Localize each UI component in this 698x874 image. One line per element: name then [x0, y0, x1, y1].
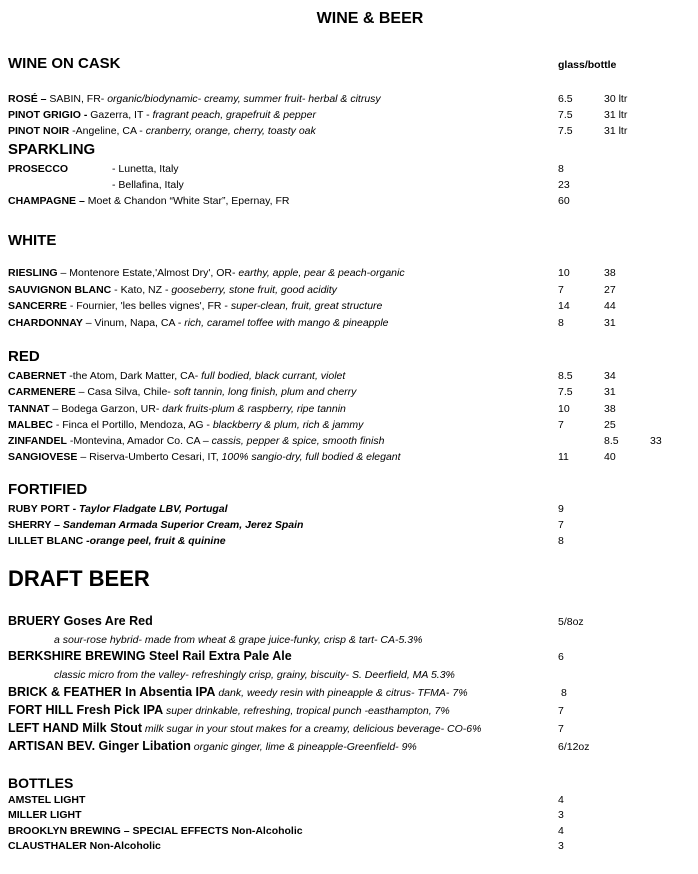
price: 9 [558, 503, 564, 515]
beer-description: classic micro from the valley- refreshingly crisp, grainy, biscuity- S. Deerfield, MA 5.3% [54, 669, 455, 681]
price: 6/12oz [558, 741, 590, 753]
list-item: ARTISAN BEV. Ginger Libation organic ginger, lime & pineapple-Greenfield- 9% [8, 739, 417, 753]
list-item: BRUERY Goses Are Red [8, 614, 153, 628]
glass-price: 14 [558, 300, 570, 312]
list-item-origin: - Lunetta, Italy [112, 163, 179, 175]
list-item: PINOT NOIR -Angeline, CA - cranberry, orange, cherry, toasty oak [8, 125, 316, 137]
glass-price: 7.5 [558, 109, 573, 121]
price: 8 [561, 687, 567, 699]
glass-price: 8.5 [604, 435, 619, 447]
beer-description: a sour-rose hybrid- made from wheat & grape juice-funky, crisp & tart- CA-5.3% [54, 634, 423, 646]
list-item: ZINFANDEL -Montevina, Amador Co. CA – cassis, pepper & spice, smooth finish [8, 435, 385, 447]
list-item: ROSÉ – SABIN, FR- organic/biodynamic- creamy, summer fruit- herbal & citrusy [8, 93, 381, 105]
bottle-price: 40 [604, 451, 616, 463]
list-item: MILLER LIGHT [8, 809, 82, 821]
bottle-price: 44 [604, 300, 616, 312]
sparkling-heading: SPARKLING [8, 141, 96, 158]
price: 4 [558, 794, 564, 806]
glass-bottle-header: glass/bottle [558, 59, 617, 71]
list-item: TANNAT – Bodega Garzon, UR- dark fruits-plum & raspberry, ripe tannin [8, 403, 346, 415]
list-item: BERKSHIRE BREWING Steel Rail Extra Pale Ale [8, 649, 292, 663]
glass-price: 11 [558, 451, 569, 463]
bottle-price: 31 [604, 386, 616, 398]
list-item: LEFT HAND Milk Stout milk sugar in your stout makes for a creamy, delicious beverage- CO-6% [8, 721, 482, 735]
price: 23 [558, 179, 570, 191]
page-title: WINE & BEER [316, 10, 424, 27]
price: 7 [558, 723, 564, 735]
price: 7 [558, 519, 564, 531]
list-item: MALBEC - Finca el Portillo, Mendoza, AG - blackberry & plum, rich & jammy [8, 419, 364, 431]
bottle-price: 31 ltr [604, 125, 628, 137]
glass-price: 7.5 [558, 386, 573, 398]
list-item: FORT HILL Fresh Pick IPA super drinkable, refreshing, tropical punch -easthampton, 7% [8, 703, 450, 717]
list-item: PINOT GRIGIO - Gazerra, IT - fragrant peach, grapefruit & pepper [8, 109, 316, 121]
price: 60 [558, 195, 570, 207]
wine-on-cask-heading: WINE ON CASK [8, 55, 121, 72]
list-item: BRICK & FEATHER In Absentia IPA dank, weedy resin with pineapple & citrus- TFMA- 7% [8, 685, 468, 699]
price: 3 [558, 840, 564, 852]
list-item-origin: - Bellafina, Italy [112, 179, 184, 191]
price: 7 [558, 705, 564, 717]
list-item: SHERRY – Sandeman Armada Superior Cream, Jerez Spain [8, 519, 304, 531]
list-item: SANCERRE - Fournier, 'les belles vignes', FR - super-clean, fruit, great structure [8, 300, 383, 312]
bottle-price: 31 [604, 317, 616, 329]
glass-price: 10 [558, 267, 570, 279]
list-item: CHARDONNAY – Vinum, Napa, CA - rich, caramel toffee with mango & pineapple [8, 317, 389, 329]
red-heading: RED [8, 348, 40, 365]
glass-price: 6.5 [558, 93, 573, 105]
price: 8 [558, 163, 564, 175]
price: 3 [558, 809, 564, 821]
glass-price: 10 [558, 403, 570, 415]
glass-price: 8.5 [558, 370, 573, 382]
bottle-price: 25 [604, 419, 616, 431]
list-item: RIESLING – Montenore Estate,'Almost Dry', OR- earthy, apple, pear & peach-organic [8, 267, 405, 279]
price: 4 [558, 825, 564, 837]
list-item: SANGIOVESE – Riserva-Umberto Cesari, IT, 100% sangio-dry, full bodied & elegant [8, 451, 401, 463]
bottle-price: 38 [604, 267, 616, 279]
bottle-price: 34 [604, 370, 616, 382]
list-item: CARMENERE – Casa Silva, Chile- soft tannin, long finish, plum and cherry [8, 386, 357, 398]
bottle-price: 31 ltr [604, 109, 628, 121]
bottle-price: 27 [604, 284, 616, 296]
white-heading: WHITE [8, 232, 57, 249]
list-item: CLAUSTHALER Non-Alcoholic [8, 840, 161, 852]
list-item: AMSTEL LIGHT [8, 794, 86, 806]
price: 8 [558, 535, 564, 547]
bottles-heading: BOTTLES [8, 775, 74, 791]
list-item: LILLET BLANC -orange peel, fruit & quinine [8, 535, 226, 547]
glass-price: 7 [558, 284, 564, 296]
list-item: PROSECCO [8, 163, 69, 175]
list-item: CABERNET -the Atom, Dark Matter, CA- full bodied, black currant, violet [8, 370, 346, 382]
bottle-price: 33 [650, 435, 662, 447]
price: 5/8oz [558, 616, 584, 628]
glass-price: 8 [558, 317, 564, 329]
list-item: BROOKLYN BREWING – SPECIAL EFFECTS Non-Alcoholic [8, 825, 303, 837]
price: 6 [558, 651, 564, 663]
bottle-price: 38 [604, 403, 616, 415]
list-item: SAUVIGNON BLANC - Kato, NZ - gooseberry, stone fruit, good acidity [8, 284, 337, 296]
fortified-heading: FORTIFIED [8, 481, 88, 498]
draft-beer-heading: DRAFT BEER [8, 566, 150, 591]
list-item: RUBY PORT - Taylor Fladgate LBV, Portugal [8, 503, 228, 515]
glass-price: 7 [558, 419, 564, 431]
bottle-price: 30 ltr [604, 93, 628, 105]
glass-price: 7.5 [558, 125, 573, 137]
list-item: CHAMPAGNE – Moet & Chandon “White Star”, Epernay, FR [8, 195, 290, 207]
